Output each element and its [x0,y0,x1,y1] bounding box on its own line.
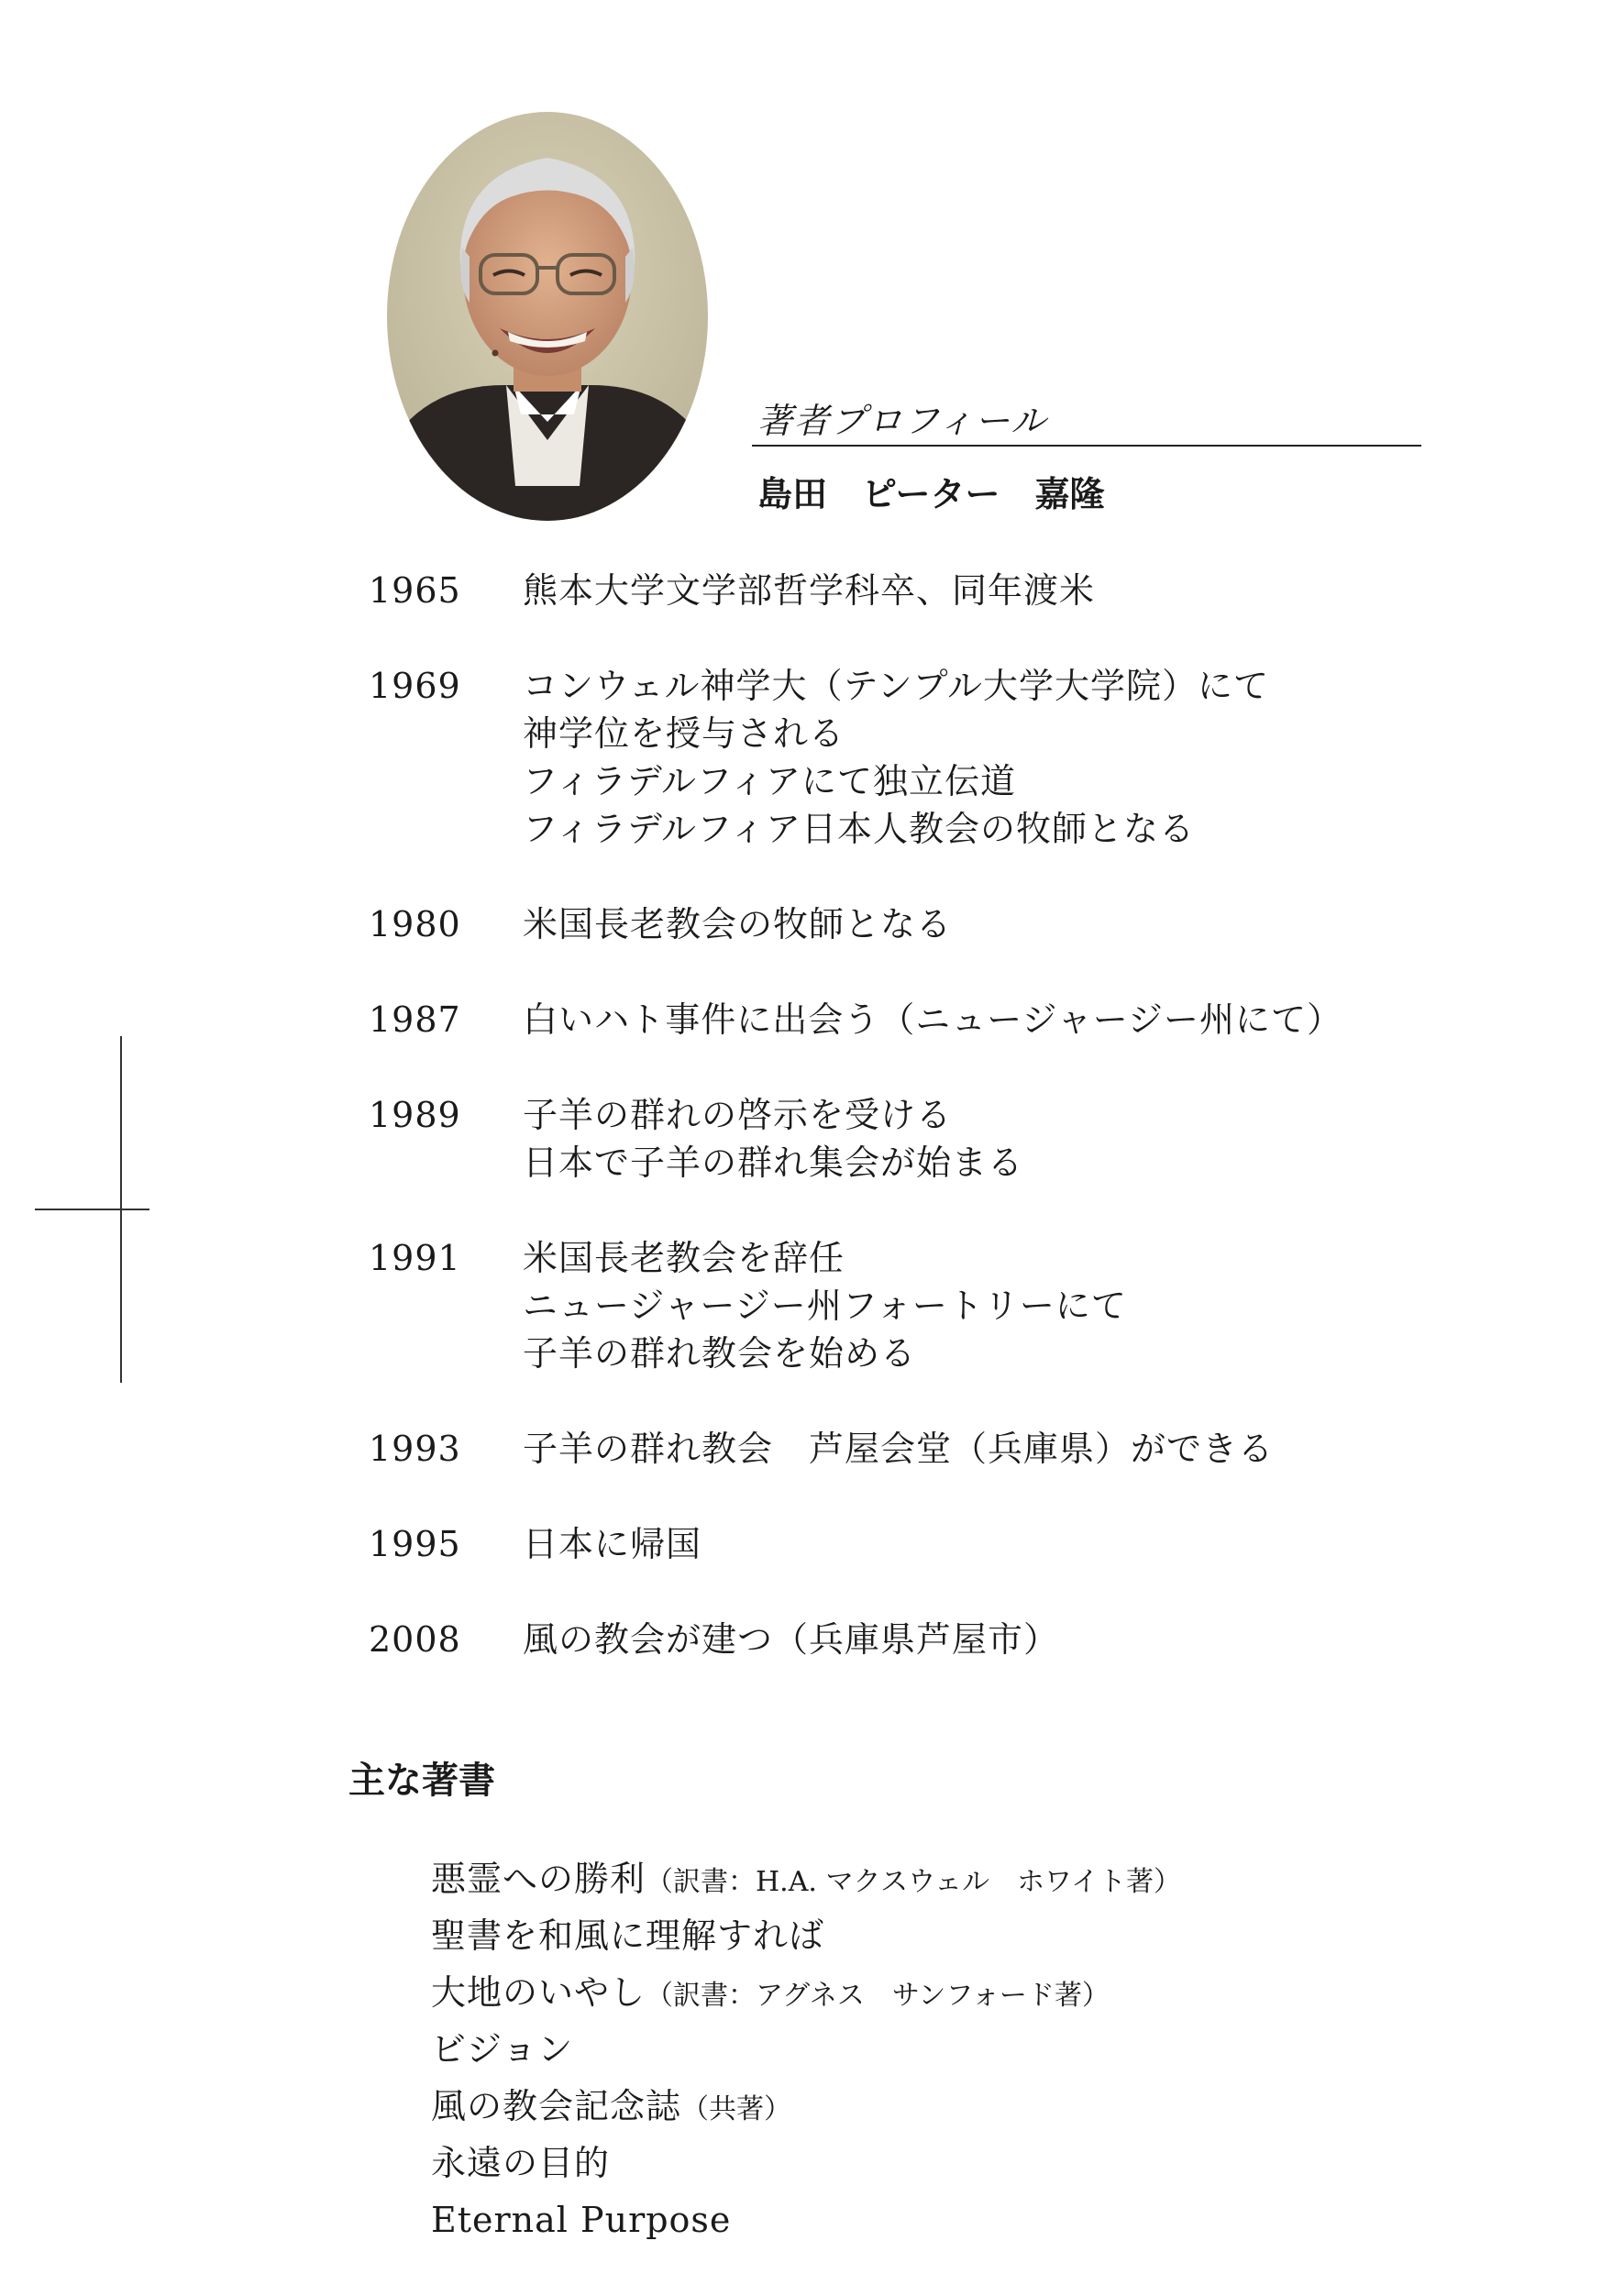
timeline-year: 1991 [369,1238,461,1278]
work-title: 風の教会記念誌 [431,2086,682,2126]
timeline-year: 1993 [369,1429,461,1469]
work-item [431,1966,1531,2023]
profile-label: 著者プロフィール [757,401,1048,441]
timeline-year: 1965 [369,570,461,611]
crop-mark-horizontal [35,1209,149,1210]
timeline-text: ニュージャージー州フォートリーにて [523,1286,1127,1326]
works-list [431,1852,1531,2250]
timeline-text: 日本に帰国 [523,1524,702,1564]
work-note: （訳書：アグネス サンフォード著） [646,1980,1110,2012]
work-title: 大地のいやし [431,1972,646,2013]
timeline-entry [369,1520,1469,1568]
timeline-entry [369,900,1469,948]
timeline-entry [369,1234,1469,1377]
timeline-year: 1995 [369,1524,461,1564]
work-item [431,2136,1531,2193]
timeline-entry [369,567,1469,614]
timeline-entry [369,1616,1469,1663]
timeline-entry [369,996,1469,1043]
author-portrait [385,110,711,523]
timeline-text: 日本で子羊の群れ集会が始まる [523,1143,1024,1183]
timeline-text: 子羊の群れ教会を始める [523,1333,917,1374]
timeline-year: 2008 [369,1619,461,1660]
author-name: 島田 ピーター 嘉隆 [757,474,1105,514]
timeline-entry [369,662,1469,853]
timeline-year: 1987 [369,999,461,1040]
timeline-text: 風の教会が建つ（兵庫県芦屋市） [523,1619,1060,1660]
timeline-text: 米国長老教会を辞任 [523,1238,845,1278]
work-title: 聖書を和風に理解すれば [431,1915,825,1956]
works-heading: 主な著書 [348,1760,495,1802]
timeline-text: 子羊の群れ教会 芦屋会堂（兵庫県）ができる [523,1429,1275,1469]
work-item [431,2023,1531,2080]
work-title: 永遠の目的 [431,2143,611,2183]
work-note: （共著） [681,2093,792,2125]
work-item [431,1852,1531,1909]
timeline-text: 米国長老教会の牧師となる [523,904,953,944]
work-item [431,2080,1531,2136]
timeline-text: 熊本大学文学部哲学科卒、同年渡米 [523,570,1096,611]
work-item [431,1909,1531,1966]
timeline-year: 1969 [369,666,461,706]
timeline-year: 1980 [369,904,461,944]
work-title: Eternal Purpose [431,2200,732,2240]
timeline [369,567,1469,1711]
work-note: （訳書：H.A. マクスウェル ホワイト著） [646,1866,1182,1898]
timeline-text: フィラデルフィア日本人教会の牧師となる [523,809,1196,849]
timeline-entry [369,1091,1469,1187]
timeline-entry [369,1425,1469,1473]
work-title: 悪霊への勝利 [431,1859,646,1899]
work-title: ビジョン [431,2029,574,2070]
timeline-text: フィラデルフィアにて独立伝道 [523,761,1017,801]
profile-divider [752,445,1421,447]
timeline-text: 白いハト事件に出会う（ニュージャージー州にて） [523,999,1342,1040]
timeline-year: 1989 [369,1095,461,1135]
timeline-text: 子羊の群れの啓示を受ける [523,1095,953,1135]
timeline-text: コンウェル神学大（テンプル大学大学院）にて [523,666,1270,706]
work-item [431,2193,1531,2250]
timeline-text: 神学位を授与される [523,713,845,754]
